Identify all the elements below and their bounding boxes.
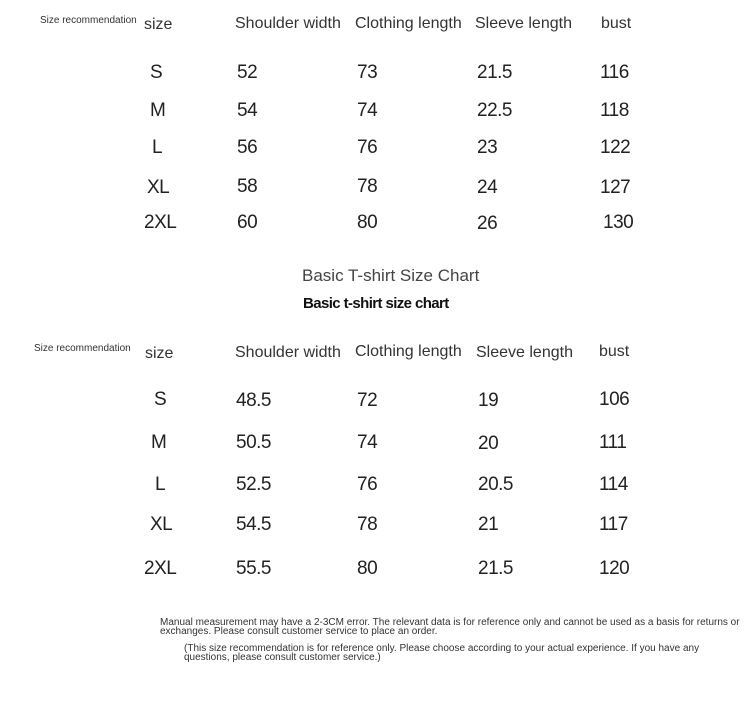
table-cell: 48.5: [236, 390, 271, 411]
table-cell: 21.5: [478, 558, 513, 579]
table-cell: 54.5: [236, 514, 271, 535]
table-cell: 127: [600, 177, 631, 198]
table-cell: 55.5: [236, 558, 271, 579]
table-cell: 74: [357, 432, 378, 453]
header-bust: bust: [601, 15, 632, 32]
table-cell: 130: [603, 212, 634, 233]
table-cell: 20.5: [478, 474, 513, 495]
table-cell: M: [150, 100, 166, 121]
table-cell: 114: [599, 474, 628, 495]
table-cell: 26: [477, 213, 498, 234]
table-cell: 2XL: [144, 212, 177, 233]
table-cell: XL: [150, 514, 173, 535]
table-cell: 58: [237, 176, 258, 197]
reference-disclaimer: (This size recommendation is for reference only. Please choose according to your actual experience. If you have any questions, please consult customer service.): [184, 643, 700, 663]
table-cell: 52.5: [236, 474, 271, 495]
table-cell: 120: [599, 558, 630, 579]
table-cell: 19: [478, 390, 499, 411]
table-cell: 56: [237, 137, 258, 158]
table-cell: 118: [600, 100, 629, 121]
table-cell: 2XL: [144, 558, 177, 579]
table-cell: 80: [357, 558, 378, 579]
table-cell: 78: [357, 176, 378, 197]
size-recommendation-label: Size recommendation: [34, 343, 131, 354]
header-shoulder-width: Shoulder width: [235, 15, 341, 32]
size-recommendation-label: Size recommendation: [40, 15, 137, 26]
table-cell: 22.5: [477, 100, 512, 121]
header-size: size: [144, 16, 173, 33]
header-clothing-length: Clothing length: [355, 343, 462, 360]
header-bust: bust: [599, 343, 630, 360]
chart-title: Basic T-shirt Size Chart: [302, 266, 480, 285]
header-shoulder-width: Shoulder width: [235, 344, 341, 361]
table-cell: 78: [357, 514, 378, 535]
table-cell: 72: [357, 390, 378, 411]
table-cell: XL: [147, 177, 170, 198]
table-cell: 23: [477, 137, 498, 158]
header-clothing-length: Clothing length: [355, 15, 462, 32]
table-cell: 111: [599, 432, 627, 453]
chart-subtitle: Basic t-shirt size chart: [303, 295, 449, 312]
table-cell: 73: [357, 62, 378, 83]
table-cell: 106: [599, 389, 630, 410]
header-sleeve-length: Sleeve length: [476, 344, 573, 361]
table-cell: 116: [600, 62, 629, 83]
table-cell: L: [155, 474, 166, 495]
table-cell: 60: [237, 212, 258, 233]
table-cell: 20: [478, 433, 499, 454]
table-cell: 21: [478, 514, 499, 535]
table-cell: 80: [357, 212, 378, 233]
table-cell: S: [150, 62, 163, 83]
table-cell: 21.5: [477, 62, 512, 83]
table-cell: 52: [237, 62, 258, 83]
table-cell: S: [154, 389, 167, 410]
table-cell: 24: [477, 177, 498, 198]
table-cell: 74: [357, 100, 378, 121]
table-cell: M: [151, 432, 167, 453]
measurement-disclaimer: Manual measurement may have a 2-3CM error. The relevant data is for reference only and cannot be used as a basis for returns or exchanges. Please consult customer service to place an order.: [160, 617, 740, 637]
header-size: size: [145, 345, 174, 362]
table-cell: L: [152, 137, 163, 158]
table-cell: 117: [599, 514, 628, 535]
header-sleeve-length: Sleeve length: [475, 15, 572, 32]
table-cell: 50.5: [236, 432, 271, 453]
table-cell: 54: [237, 100, 258, 121]
table-cell: 76: [357, 137, 378, 158]
table-cell: 76: [357, 474, 378, 495]
table-cell: 122: [600, 137, 631, 158]
